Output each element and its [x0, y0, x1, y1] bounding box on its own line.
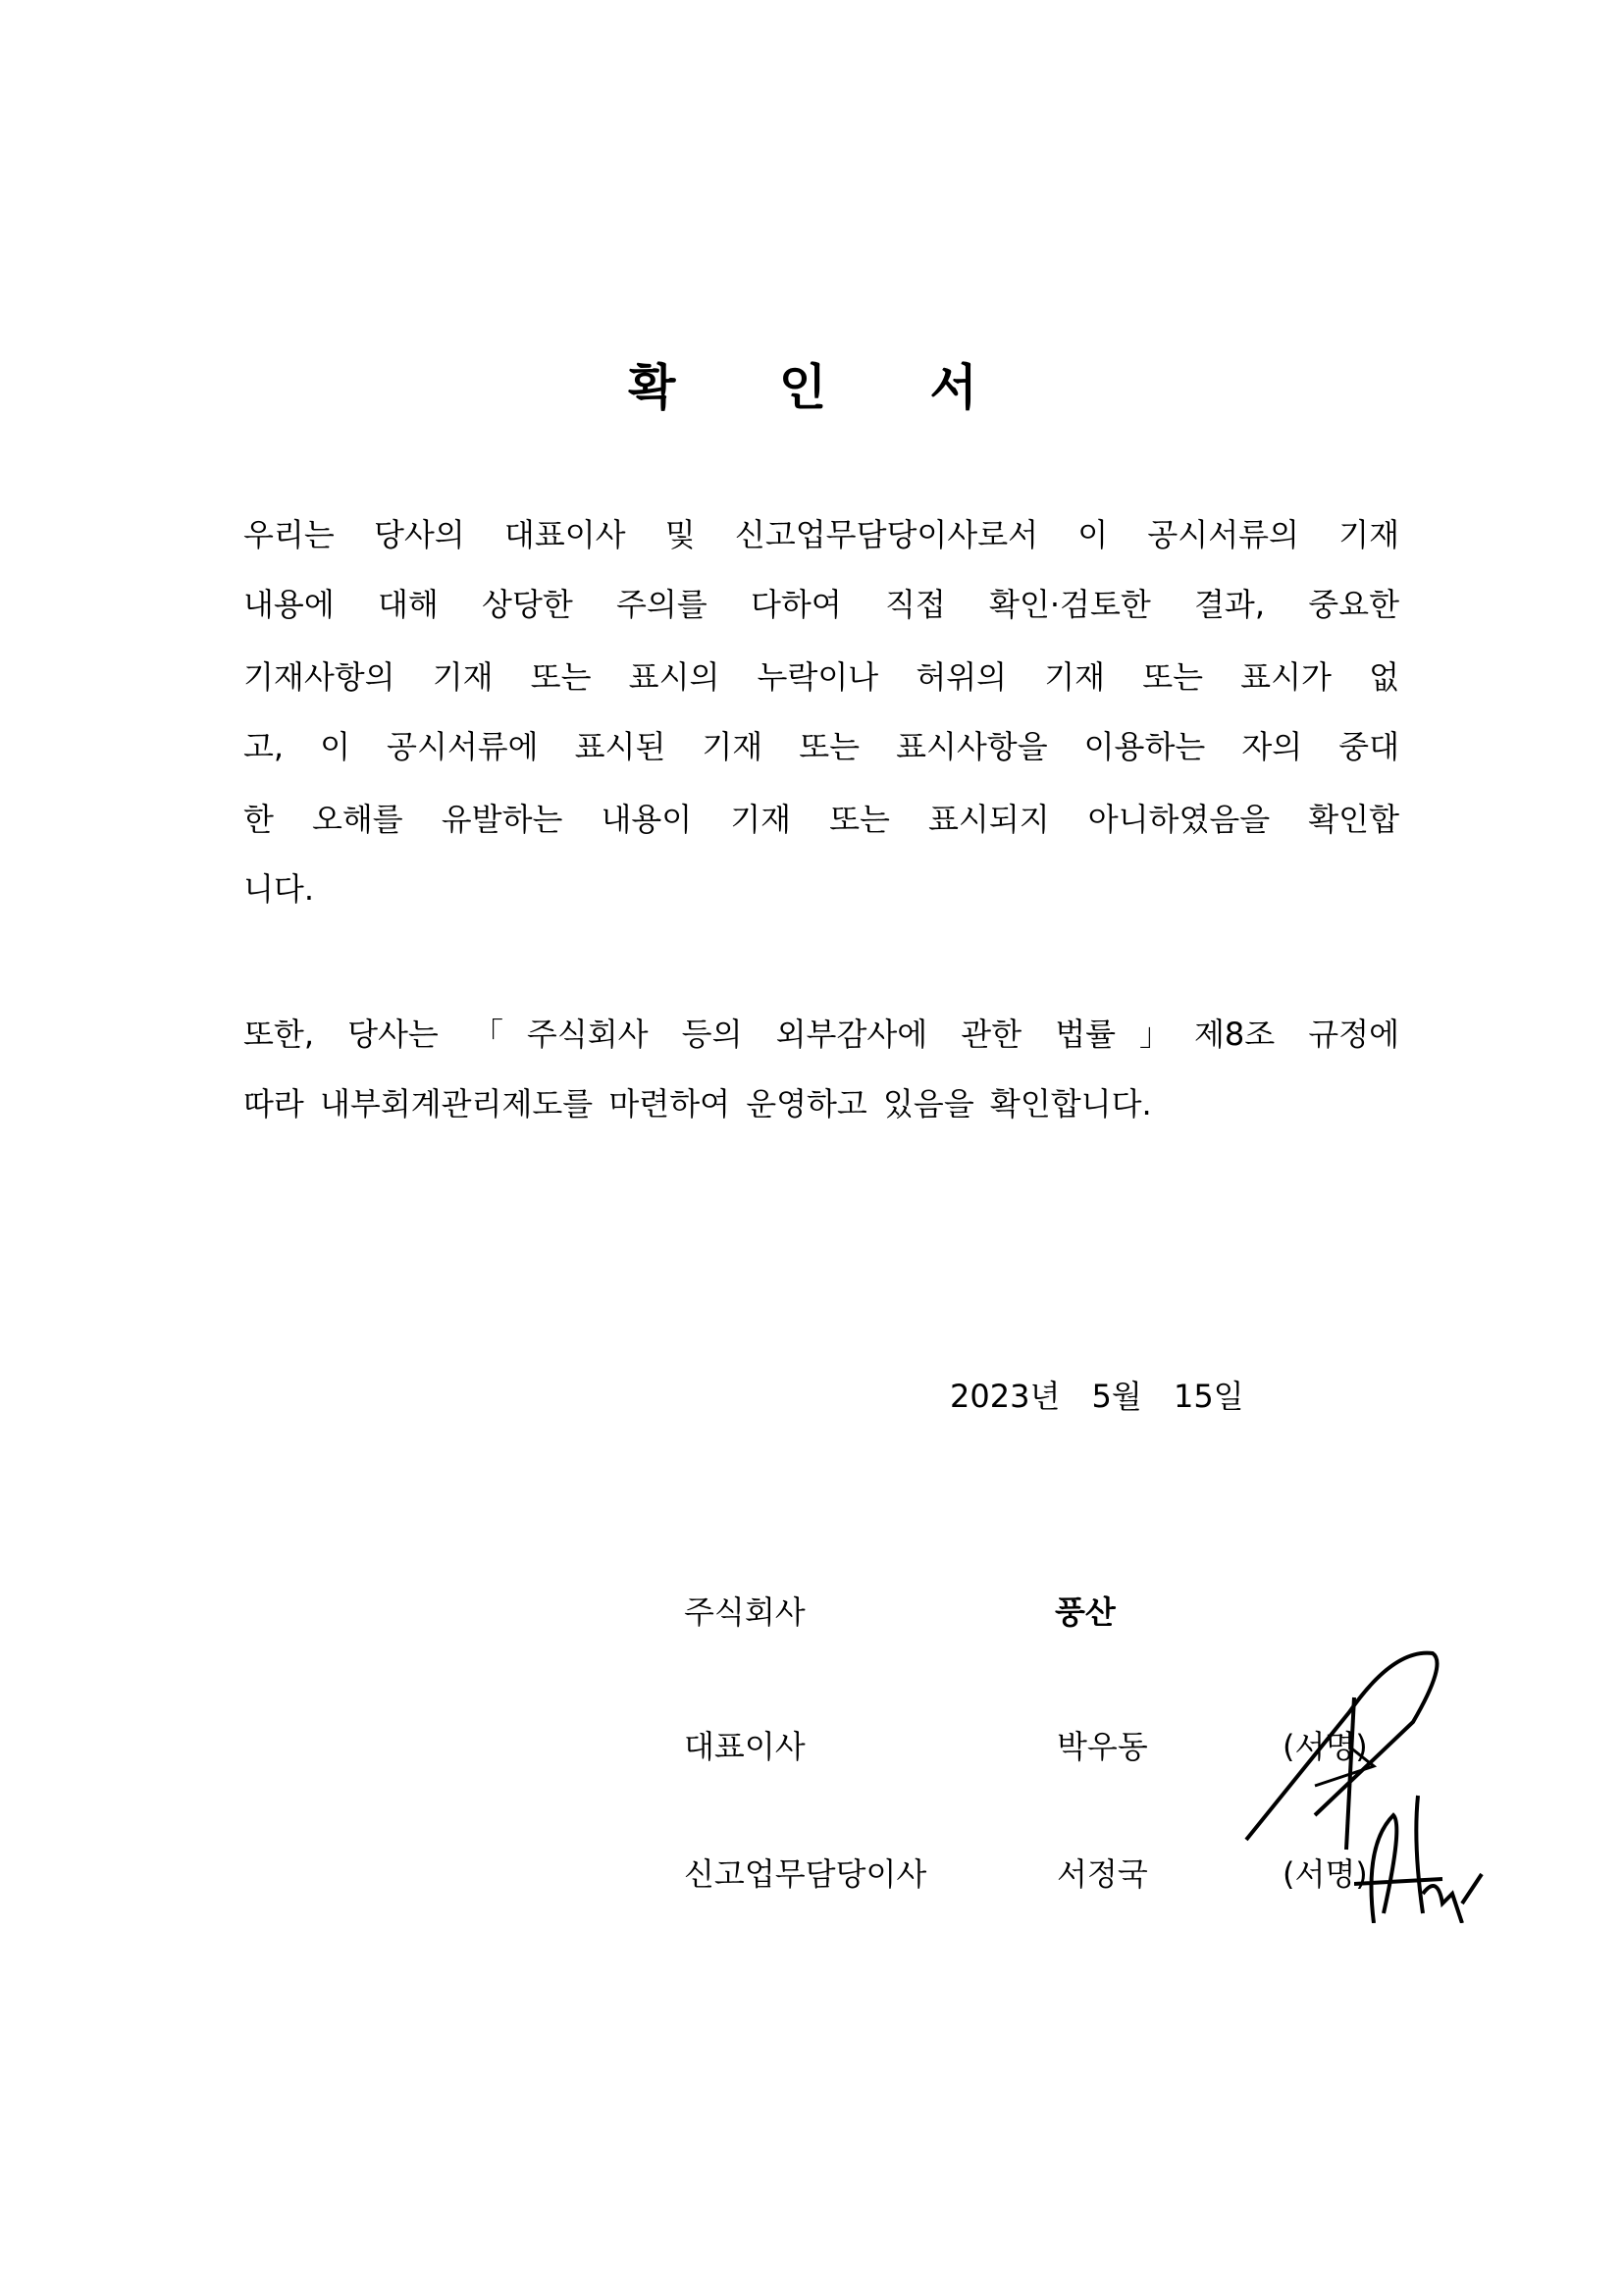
- ceo-sign-label: (서명): [1283, 1728, 1368, 1765]
- body-line: 내용에 대해 상당한 주의를 다하여 직접 확인·검토한 결과, 중요한: [243, 586, 1399, 623]
- document-title: 확 인 서: [628, 359, 1021, 416]
- officer-signature: [1354, 1786, 1492, 1923]
- body-line: 고, 이 공시서류에 표시된 기재 또는 표시사항을 이용하는 자의 중대: [243, 728, 1399, 765]
- body-line: 한 오해를 유발하는 내용이 기재 또는 표시되지 아니하였음을 확인합: [243, 801, 1399, 838]
- document-date: 2023년 5월 15일: [950, 1378, 1244, 1415]
- ceo-label: 대표이사: [684, 1728, 806, 1765]
- body-line: 또한, 당사는 「주식회사 등의 외부감사에 관한 법률」제8조 규정에: [243, 1016, 1399, 1053]
- officer-label: 신고업무담당이사: [684, 1855, 927, 1893]
- company-name: 풍산: [1055, 1593, 1116, 1631]
- officer-name: 서정국: [1057, 1855, 1148, 1893]
- body-line: 우리는 당사의 대표이사 및 신고업무담당이사로서 이 공시서류의 기재: [243, 516, 1399, 553]
- body-line: 따라 내부회계관리제도를 마련하여 운영하고 있음을 확인합니다.: [243, 1085, 1152, 1122]
- company-label: 주식회사: [684, 1593, 806, 1631]
- body-line: 기재사항의 기재 또는 표시의 누락이나 허위의 기재 또는 표시가 없: [243, 658, 1399, 696]
- ceo-name: 박우동: [1057, 1728, 1148, 1765]
- officer-sign-label: (서명): [1283, 1855, 1368, 1893]
- body-line: 니다.: [243, 870, 314, 908]
